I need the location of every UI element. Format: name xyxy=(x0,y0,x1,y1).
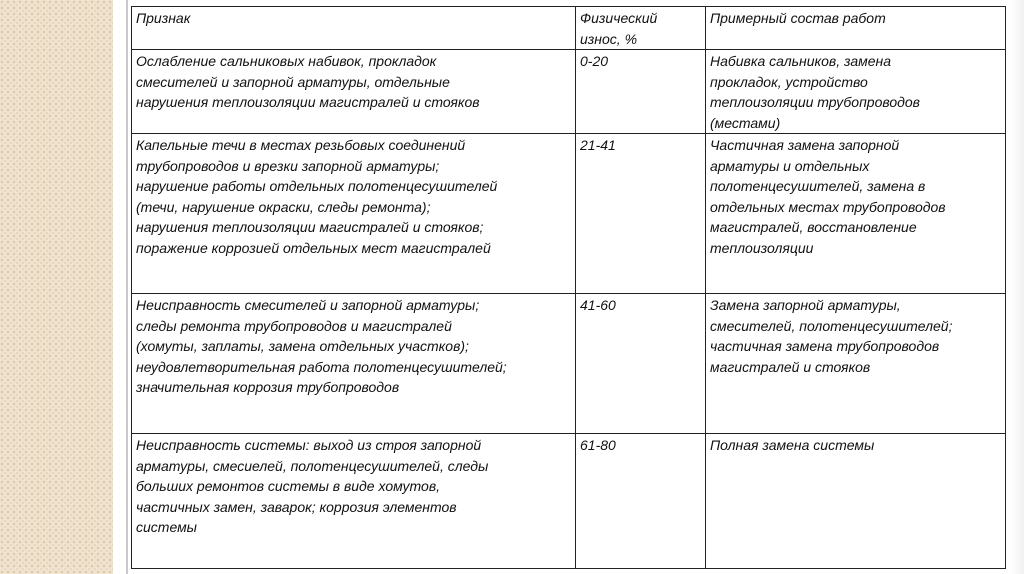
cell-sign: Неисправность системы: выход из строя запорной арматуры, смесиелей, полотенцесушителей, следы больших ремонтов системы в виде хомутов, частичных замен, заварок; коррозия элементов системы xyxy=(132,434,576,569)
cell-wear: 0-20 xyxy=(576,50,706,134)
cell-works: Частичная замена запорной арматуры и отдельных полотенцесушителей, замена в отдельных местах трубопроводов магистралей, восстановление теплоизоляции xyxy=(706,134,1006,294)
cell-sign: Неисправность смесителей и запорной арматуры; следы ремонта трубопроводов и магистралей (хомуты, заплаты, замена отдельных участков); неудовлетворительная работа полотенцесушителей; значительная коррозия трубопроводов xyxy=(132,294,576,434)
cell-works: Полная замена системы xyxy=(706,434,1006,569)
cell-wear: 21-41 xyxy=(576,134,706,294)
slide-right-edge xyxy=(1010,0,1024,574)
table-row xyxy=(132,434,1006,569)
cell-wear: 61-80 xyxy=(576,434,706,569)
cell-sign: Капельные течи в местах резьбовых соединений трубопроводов и врезки запорной арматуры; нарушение работы отдельных полотенцесушителей (течи, нарушение окраски, следы ремонта); нарушения теплоизоляции магистралей и стояков; поражение коррозией отдельных мест магистралей xyxy=(132,134,576,294)
cell-works: Набивка сальников, замена прокладок, устройство теплоизоляции трубопроводов (местами) xyxy=(706,50,1006,134)
header-sign: Признак xyxy=(132,7,576,50)
header-works: Примерный состав работ xyxy=(706,7,1006,50)
decorative-side-line xyxy=(126,0,128,574)
header-physical-wear: Физический износ, % xyxy=(576,7,706,50)
cell-wear: 41-60 xyxy=(576,294,706,434)
table-row xyxy=(132,134,1006,294)
cell-works: Замена запорной арматуры, смесителей, полотенцесушителей; частичная замена трубопроводов магистралей и стояков xyxy=(706,294,1006,434)
table-header-row xyxy=(132,7,1006,50)
table-row xyxy=(132,50,1006,134)
table-row xyxy=(132,294,1006,434)
decorative-side-pattern xyxy=(0,0,113,574)
cell-sign: Ослабление сальниковых набивок, прокладок смесителей и запорной арматуры, отдельные нарушения теплоизоляции магистралей и стояков xyxy=(132,50,576,134)
physical-wear-table xyxy=(131,6,1006,569)
